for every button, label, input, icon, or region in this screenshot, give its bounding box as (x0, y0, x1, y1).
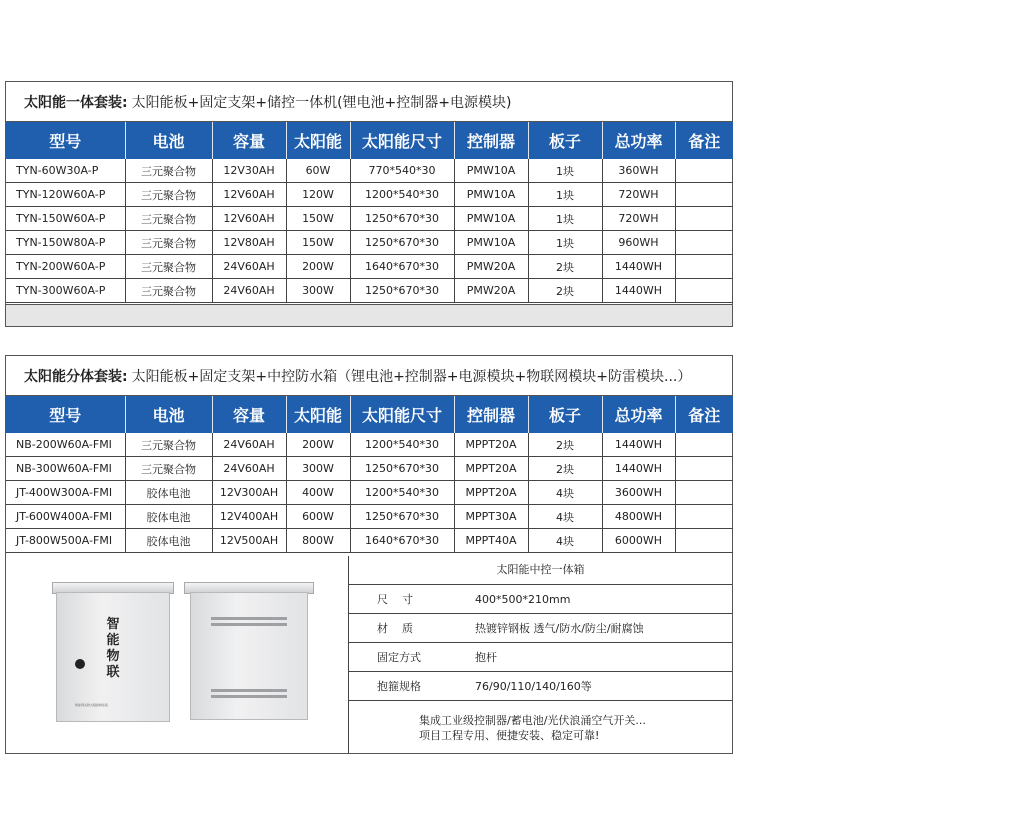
table-row (6, 279, 733, 303)
cell-panels: 4块 (528, 529, 602, 553)
table-header-row (6, 122, 733, 159)
table-row (6, 255, 733, 279)
vent-icon (211, 623, 287, 626)
cell-battery: 胶体电池 (125, 505, 212, 529)
header-panels: 板子 (528, 396, 602, 433)
header-battery: 电池 (125, 396, 212, 433)
table-footer-bar (6, 304, 732, 326)
cell-notes (675, 231, 733, 255)
spec-note (349, 701, 732, 743)
spec-row (349, 672, 732, 701)
cell-notes (675, 433, 733, 457)
cell-total-power: 6000WH (602, 529, 675, 553)
cell-solar: 300W (286, 457, 350, 481)
cell-solar-size: 1250*670*30 (350, 457, 454, 481)
cell-notes (675, 255, 733, 279)
spec-note-line: 集成工业级控制器/蓄电池/光伏浪涌空气开关... (419, 714, 646, 727)
cell-solar: 60W (286, 159, 350, 183)
cell-panels: 4块 (528, 481, 602, 505)
cell-model: JT-400W300A-FMI (6, 481, 125, 505)
cell-controller: PMW10A (454, 159, 528, 183)
spec-row (349, 643, 732, 672)
cell-panels: 1块 (528, 231, 602, 255)
cell-total-power: 1440WH (602, 255, 675, 279)
cell-capacity: 12V30AH (212, 159, 286, 183)
cell-controller: MPPT30A (454, 505, 528, 529)
cell-model: NB-300W60A-FMI (6, 457, 125, 481)
table-row (6, 529, 733, 553)
header-capacity: 容量 (212, 122, 286, 159)
header-solar: 太阳能 (286, 122, 350, 159)
cell-notes (675, 529, 733, 553)
integrated-kit-title-text: 太阳能板+固定支架+储控一体机(锂电池+控制器+电源模块) (131, 94, 512, 111)
spec-note-line: 项目工程专用、便捷安装、稳定可靠! (419, 729, 600, 742)
cell-notes (675, 481, 733, 505)
cell-capacity: 12V80AH (212, 231, 286, 255)
cell-notes (675, 279, 733, 303)
cell-capacity: 24V60AH (212, 457, 286, 481)
spec-row (349, 585, 732, 614)
cabinet-char: 能 (106, 633, 120, 648)
cabinet-back-image (190, 592, 308, 720)
cell-solar-size: 1200*540*30 (350, 481, 454, 505)
cell-controller: PMW10A (454, 231, 528, 255)
cell-battery: 三元聚合物 (125, 159, 212, 183)
cell-model: TYN-150W80A-P (6, 231, 125, 255)
header-model: 型号 (6, 396, 125, 433)
cell-battery: 三元聚合物 (125, 207, 212, 231)
cell-total-power: 1440WH (602, 279, 675, 303)
vent-icon (211, 617, 287, 620)
cell-solar-size: 1640*670*30 (350, 529, 454, 553)
spec-value: 抱杆 (475, 651, 497, 664)
spec-title: 太阳能中控一体箱 (349, 556, 732, 585)
cell-panels: 1块 (528, 207, 602, 231)
cell-battery: 三元聚合物 (125, 457, 212, 481)
cell-battery: 三元聚合物 (125, 255, 212, 279)
cell-total-power: 360WH (602, 159, 675, 183)
cell-controller: PMW10A (454, 183, 528, 207)
cell-battery: 三元聚合物 (125, 433, 212, 457)
cell-controller: PMW10A (454, 207, 528, 231)
cell-battery: 三元聚合物 (125, 279, 212, 303)
cell-solar-size: 1250*670*30 (350, 505, 454, 529)
cell-battery: 胶体电池 (125, 529, 212, 553)
cell-capacity: 24V60AH (212, 255, 286, 279)
integrated-kit-title (6, 82, 732, 122)
cell-capacity: 12V500AH (212, 529, 286, 553)
cell-capacity: 12V300AH (212, 481, 286, 505)
cell-solar-size: 1250*670*30 (350, 231, 454, 255)
cell-total-power: 4800WH (602, 505, 675, 529)
header-solar-size: 太阳能尺寸 (350, 122, 454, 159)
header-controller: 控制器 (454, 396, 528, 433)
vent-icon (211, 695, 287, 698)
table-row (6, 183, 733, 207)
table-header-row (6, 396, 733, 433)
header-total-power: 总功率 (602, 122, 675, 159)
cell-model: JT-800W500A-FMI (6, 529, 125, 553)
cabinet-front-text (103, 617, 123, 681)
cell-battery: 胶体电池 (125, 481, 212, 505)
cabinet-spec-panel (349, 556, 732, 753)
cell-model: JT-600W400A-FMI (6, 505, 125, 529)
header-notes: 备注 (675, 122, 733, 159)
spec-value: 76/90/110/140/160等 (475, 680, 592, 693)
cell-panels: 2块 (528, 255, 602, 279)
split-kit-title (6, 356, 732, 396)
cell-capacity: 12V60AH (212, 183, 286, 207)
cell-panels: 1块 (528, 183, 602, 207)
cell-solar-size: 1200*540*30 (350, 433, 454, 457)
spec-value: 400*500*210mm (475, 592, 571, 606)
cabinet-char: 智 (106, 617, 120, 632)
cell-notes (675, 159, 733, 183)
cell-solar: 400W (286, 481, 350, 505)
cell-total-power: 1440WH (602, 457, 675, 481)
cell-model: TYN-300W60A-P (6, 279, 125, 303)
header-controller: 控制器 (454, 122, 528, 159)
spec-key: 抱箍规格 (377, 680, 421, 693)
header-notes: 备注 (675, 396, 733, 433)
cell-capacity: 24V60AH (212, 279, 286, 303)
header-model: 型号 (6, 122, 125, 159)
cell-total-power: 720WH (602, 183, 675, 207)
cell-solar: 600W (286, 505, 350, 529)
header-panels: 板子 (528, 122, 602, 159)
cell-solar: 150W (286, 231, 350, 255)
product-detail-area (6, 556, 732, 753)
spec-row (349, 614, 732, 643)
cell-notes (675, 183, 733, 207)
cabinet-front-image (56, 592, 170, 722)
integrated-kit-table (6, 122, 733, 303)
table-row (6, 481, 733, 505)
split-kit-section (5, 355, 733, 754)
cell-solar: 150W (286, 207, 350, 231)
spec-key: 固定方式 (377, 651, 421, 664)
cell-battery: 三元聚合物 (125, 183, 212, 207)
cabinet-small-label: 智能网关防火箱控制系统 (75, 703, 109, 707)
header-solar-size: 太阳能尺寸 (350, 396, 454, 433)
table-row (6, 433, 733, 457)
cell-capacity: 12V400AH (212, 505, 286, 529)
cell-panels: 4块 (528, 505, 602, 529)
cabinet-image-area (6, 556, 349, 753)
cell-solar-size: 770*540*30 (350, 159, 454, 183)
cell-model: TYN-150W60A-P (6, 207, 125, 231)
cell-solar: 200W (286, 255, 350, 279)
cell-solar: 300W (286, 279, 350, 303)
spec-value: 热镀锌钢板 透气/防水/防尘/耐腐蚀 (475, 622, 644, 635)
table-row (6, 159, 733, 183)
lock-icon (75, 659, 85, 669)
cell-total-power: 3600WH (602, 481, 675, 505)
cell-controller: MPPT20A (454, 457, 528, 481)
cell-panels: 2块 (528, 279, 602, 303)
cell-notes (675, 457, 733, 481)
cell-battery: 三元聚合物 (125, 231, 212, 255)
cell-model: TYN-200W60A-P (6, 255, 125, 279)
split-kit-title-bold: 太阳能分体套装: (24, 368, 128, 385)
cell-model: NB-200W60A-FMI (6, 433, 125, 457)
table-row (6, 231, 733, 255)
cell-panels: 1块 (528, 159, 602, 183)
header-total-power: 总功率 (602, 396, 675, 433)
cell-solar: 800W (286, 529, 350, 553)
cell-panels: 2块 (528, 457, 602, 481)
header-capacity: 容量 (212, 396, 286, 433)
cell-solar-size: 1200*540*30 (350, 183, 454, 207)
cell-model: TYN-60W30A-P (6, 159, 125, 183)
cell-solar-size: 1250*670*30 (350, 207, 454, 231)
table-row (6, 207, 733, 231)
table-row (6, 457, 733, 481)
cell-controller: MPPT20A (454, 481, 528, 505)
cell-total-power: 960WH (602, 231, 675, 255)
cell-model: TYN-120W60A-P (6, 183, 125, 207)
table-row (6, 505, 733, 529)
cell-capacity: 24V60AH (212, 433, 286, 457)
integrated-kit-section (5, 81, 733, 327)
cell-solar-size: 1640*670*30 (350, 255, 454, 279)
cell-controller: PMW20A (454, 255, 528, 279)
cell-capacity: 12V60AH (212, 207, 286, 231)
cell-solar: 120W (286, 183, 350, 207)
cell-solar-size: 1250*670*30 (350, 279, 454, 303)
cell-panels: 2块 (528, 433, 602, 457)
cell-notes (675, 207, 733, 231)
split-kit-table (6, 396, 733, 553)
cell-notes (675, 505, 733, 529)
vent-icon (211, 689, 287, 692)
cell-controller: MPPT40A (454, 529, 528, 553)
cell-controller: MPPT20A (454, 433, 528, 457)
cabinet-char: 联 (106, 665, 120, 680)
cell-controller: PMW20A (454, 279, 528, 303)
cabinet-char: 物 (106, 649, 120, 664)
spec-key: 尺 寸 (377, 593, 413, 606)
cell-solar: 200W (286, 433, 350, 457)
split-kit-title-text: 太阳能板+固定支架+中控防水箱（锂电池+控制器+电源模块+物联网模块+防雷模块...） (131, 368, 692, 385)
integrated-kit-title-bold: 太阳能一体套装: (24, 94, 128, 111)
cell-total-power: 1440WH (602, 433, 675, 457)
header-solar: 太阳能 (286, 396, 350, 433)
cell-total-power: 720WH (602, 207, 675, 231)
spec-key: 材 质 (377, 622, 413, 635)
header-battery: 电池 (125, 122, 212, 159)
